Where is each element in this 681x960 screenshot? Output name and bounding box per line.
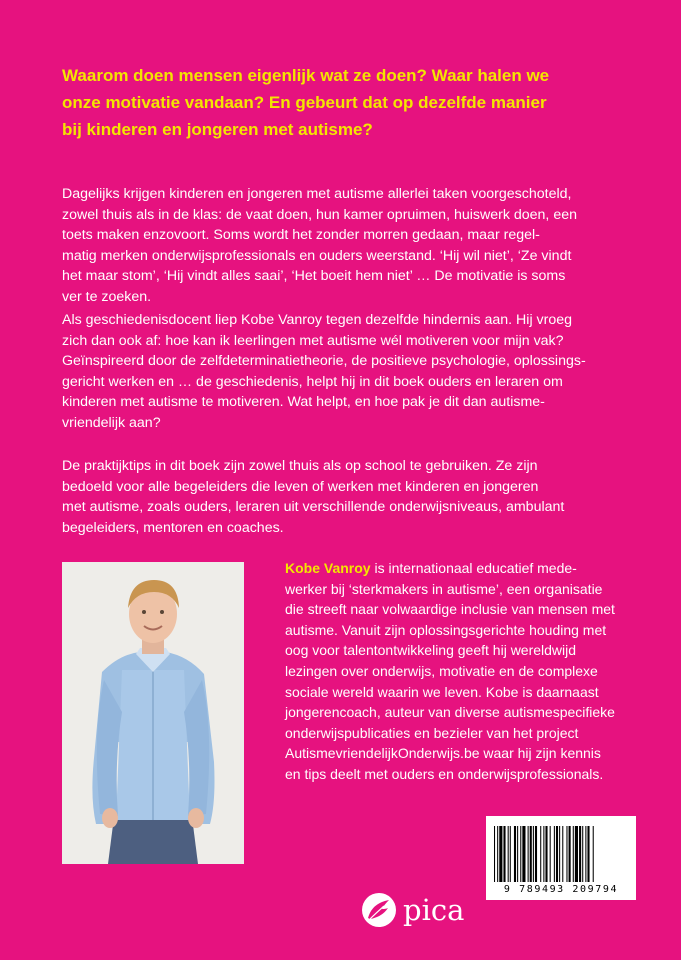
intro-paragraph: [62, 184, 638, 308]
isbn-barcode: [486, 816, 636, 900]
barcode-bar: [593, 826, 594, 882]
text-line: kinderen met autisme te motiveren. Wat helpt, en hoe pak je dit dan autisme-: [62, 394, 545, 411]
text-line: zowel thuis als in de klas: de vaat doen, hun kamer opruimen, huiswerk doen, een: [62, 206, 577, 223]
text-line: begeleiders, mentoren en coaches.: [62, 519, 284, 536]
text-line: matig merken onderwijsprofessionals en ouders weerstand. ‘Hij wil niet’, ‘Ze vindt: [62, 247, 572, 264]
barcode-bar: [533, 826, 534, 882]
barcode-bar: [545, 826, 547, 882]
text-line: ver te zoeken.: [62, 288, 152, 305]
barcode-bar: [554, 826, 555, 882]
text-line: en tips deelt met ouders en onderwijsprofessionals.: [285, 765, 604, 782]
text-line: zich dan ook af: hoe kan ik leerlingen met autisme wél motiveren voor mijn vak?: [62, 332, 564, 349]
headline-line: Waarom doen mensen eigenlijk wat ze doen? Waar halen we: [62, 66, 550, 85]
barcode-bar: [517, 826, 518, 882]
text-line: het maar stom’, ‘Hij vindt alles saai’, ‘Het boeit hem niet’ … De motivatie is soms: [62, 268, 566, 285]
barcode-bar: [499, 826, 502, 882]
text-line: Geïnspireerd door de zelfdeterminatietheorie, de positieve psychologie, oplossings-: [62, 353, 586, 370]
text-line: bedoeld voor alle begeleiders die leven of werken met kinderen en jongeren: [62, 478, 539, 495]
barcode-bar: [575, 826, 578, 882]
barcode-bar: [585, 826, 586, 882]
barcode-bar: [522, 826, 525, 882]
text-line: AutismevriendelijkOnderwijs.be waar hij zijn kennis: [285, 745, 601, 762]
barcode-bar: [514, 826, 516, 882]
text-line: Als geschiedenisdocent liep Kobe Vanroy tegen dezelfde hindernis aan. Hij vroeg: [62, 312, 573, 328]
barcode-bar: [566, 826, 567, 882]
text-line: lezingen over onderwijs, motivatie en de complexe: [285, 662, 598, 679]
text-line: is internationaal educatief mede-: [370, 560, 577, 576]
text-line: toets maken enzovoort. Soms wordt het zonder morren gedaan, maar regel-: [62, 227, 540, 244]
barcode-bar: [556, 826, 558, 882]
author-bio: [285, 558, 625, 785]
publisher-name: pica: [403, 892, 465, 927]
text-line: De praktijktips in dit boek zijn zowel thuis als op school te gebruiken. Ze zijn: [62, 458, 538, 474]
headline-line: onze motivatie vandaan? En gebeurt dat op dezelfde manier: [62, 93, 547, 112]
barcode-bar: [540, 826, 541, 882]
headline: [62, 62, 642, 143]
pica-feather-logo-icon: [360, 891, 398, 929]
barcode-bar: [543, 826, 544, 882]
text-line: jongerencoach, auteur van diverse autismespecifieke: [285, 704, 615, 721]
barcode-bar: [569, 826, 571, 882]
barcode-bar: [528, 826, 529, 882]
barcode-bar: [497, 826, 498, 882]
text-line: met autisme, zoals ouders, leraren uit verschillende onderwijsniveaus, ambulant: [62, 499, 565, 516]
barcode-bar: [503, 826, 505, 882]
barcode-bar: [510, 826, 511, 882]
headline-line: bij kinderen en jongeren met autisme?: [62, 120, 373, 139]
text-line: vriendelijk aan?: [62, 414, 161, 431]
barcode-bar: [550, 826, 551, 882]
publisher-logo: [360, 890, 464, 930]
text-line: gericht werken en … de geschiedenis, helpt hij in dit boek ouders en leraren om: [62, 373, 563, 390]
author-portrait-illustration: [62, 562, 244, 864]
text-line: werker bij ‘sterkmakers in autisme’, een organisatie: [285, 580, 603, 597]
barcode-bar: [494, 826, 495, 882]
text-line: onderwijspublicaties en bezieler van het project: [285, 724, 579, 741]
barcode-bar: [573, 826, 574, 882]
barcode-bar: [582, 826, 583, 882]
barcode-bar: [579, 826, 581, 882]
barcode-bar: [535, 826, 537, 882]
isbn-number: 9 789493 209794: [503, 884, 619, 895]
barcode-bar: [520, 826, 521, 882]
text-line: die streeft naar volwaardige inclusie van mensen met: [285, 601, 615, 618]
audience-paragraph: [62, 456, 638, 538]
author-approach-paragraph: [62, 310, 638, 434]
author-photo: [62, 562, 244, 864]
barcode-bar: [559, 826, 560, 882]
barcode-bar: [562, 826, 563, 882]
barcode-bar: [530, 826, 532, 882]
author-name: Kobe Vanroy: [285, 560, 371, 576]
barcode-bar: [508, 826, 509, 882]
text-line: oog voor talentontwikkeling geeft hij wereldwijd: [285, 642, 577, 659]
text-line: sociale wereld waarin we leven. Kobe is daarnaast: [285, 683, 599, 700]
barcode-bars: [492, 826, 630, 882]
text-line: Dagelijks krijgen kinderen en jongeren met autisme allerlei taken voorgeschoteld,: [62, 186, 572, 202]
text-line: autisme. Vanuit zijn oplossingsgerichte houding met: [285, 621, 607, 638]
barcode-bar: [587, 826, 589, 882]
